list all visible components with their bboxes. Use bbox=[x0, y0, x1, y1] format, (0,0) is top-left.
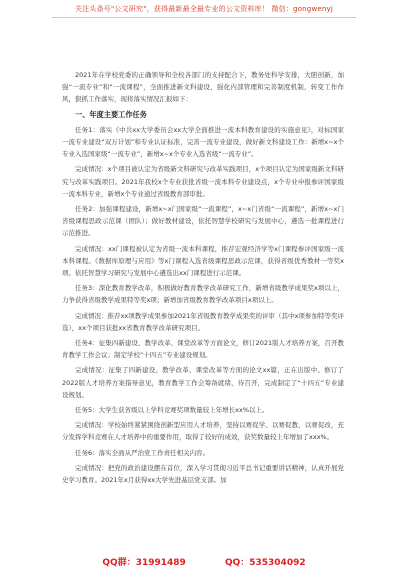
footer-qq: QQ：535304092 bbox=[224, 558, 306, 568]
paragraph-result-4: 完成情况：征集了四新建设、教学改革、课堂改革等方面的论文xx篇，正在出版中。修订了2022版人才培养方案指导意见，教育教学工作会筹备就绪，待召开，完成制定了“十四五”专业建设规划。 bbox=[62, 366, 344, 399]
paragraph-task-4: 任务4：征集四新建设、教学改革、课堂改革等方面论文，修订2021版人才培养方案，召开教育教学工作会议；制定学校“十四五”专业建设规划。 bbox=[62, 339, 344, 360]
footer-qq-group: QQ群：31991489 bbox=[102, 558, 186, 568]
paragraph-task-1: 任务1：落实《中共xx大学委员会xx大学全面推进一流本科教育建设的实施意见》，对标国家一流专业建设“双万计划”和专业认证标准，完善一流专业建设，做好新文科建设工作：新增x~x个专业入选国家级“一流专业”，新增x~x个专业入选省级“一流专业”。 bbox=[62, 125, 344, 159]
header-divider bbox=[52, 17, 356, 18]
section-heading: 一、年度主要工作任务 bbox=[75, 109, 147, 119]
paragraph-intro: 2021年在学校党委的正确领导和全校各部门的支持配合下，教务处科学安排，大胆创新，加强“一流专业”和“一流课程”，全面推进新文科建设，强化内部管理和完善制度机制，转变工作作风，狠抓工作落实，现将落实情况汇报如下： bbox=[62, 71, 344, 104]
header-banner: 关注头条号"公文研究"，获得最新最全最专业的公文资料库！ 微信：gongwenyj bbox=[74, 5, 334, 13]
footer-contact bbox=[0, 555, 408, 568]
paragraph-task-6: 任务6：落实全面从严治党工作责任相关内容。 bbox=[75, 448, 210, 457]
paragraph-result-3: 完成情况：推荐xx项教学成果参加2021年省级教育教学成果奖的评审（其中x项参加特等奖评选），xx个项目获批xx省教育教学改革研究项目。 bbox=[62, 311, 344, 332]
paragraph-task-5: 任务5：大学生获省级以上学科竞赛奖项数量较上年增长xx%以上。 bbox=[75, 406, 269, 415]
paragraph-task-3: 任务3：深化教育教学改革，积极做好教育教学改革研究工作，新增省级教学成果奖x项以上，力争获得省级教学成果特等奖x项；新增加省级教育教学改革项目x项以上。 bbox=[62, 284, 344, 305]
paragraph-result-2: 完成情况：xx门课程被认定为省级一流本科课程，推荐宏观经济学等x门课程参评国家级一流本科课程。《数据库原理与应用》等x门课程入选省级课程思政示范课，获得省级优秀教材一等奖x项。依托智慧学习研究与发展中心遴选出xx门课程进行示范课。 bbox=[62, 244, 344, 278]
document-body bbox=[62, 69, 344, 489]
paragraph-result-5: 完成情况：学校始终紧紧围绕创新型应用人才培养，坚持以赛促学、以赛促教、以赛促改，充分发挥学科竞赛在人才培养中的重要作用，取得了较好的成效，获奖数量较上年增加了xxx%。 bbox=[62, 421, 344, 442]
paragraph-result-6: 完成情况：把党的政治建设摆在首位，深入学习贯彻习近平总书记重要讲话精神，认真开展党史学习教育。2021年x月获得xx大学先进基层党支部。加 bbox=[62, 463, 344, 485]
paragraph-result-1: 完成情况：x个项目被认定为省级新文科研究与改革实践项目，x个项目认定为国家级新文科研究与改革实践项目。2021年我校x个专业获批省级一流本科专业建设点，x个专业申报参评国家级一流本科专业，新增x个专业通过省级教育部审批。 bbox=[62, 165, 344, 198]
paragraph-task-2: 任务2：加强课程建设，新增x~x门国家级“一流课程”，x~x门省级“一流课程”，新增x~x门省级课程思政示范课（团队）；做好教材建设，依托智慧学校研究与发展中心，遴选一批课程进行示范推进。 bbox=[62, 205, 344, 238]
